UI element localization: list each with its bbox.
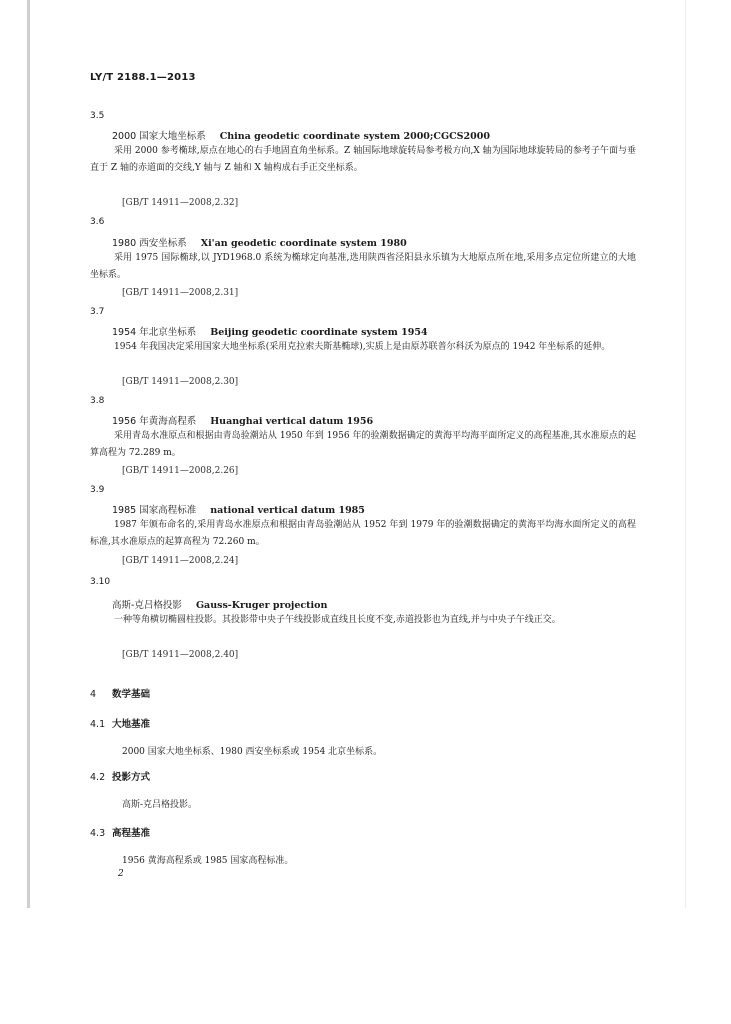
term-reference: [GB/T 14911—2008,2.31]: [122, 288, 239, 298]
term-reference: [GB/T 14911—2008,2.30]: [122, 377, 239, 387]
subsection-title: [90, 825, 150, 839]
subsection-number: 4.2: [90, 772, 106, 783]
term-title-cn: 高斯-克吕格投影: [112, 600, 182, 611]
subsection-text: 2000 国家大地坐标系、1980 西安坐标系或 1954 北京坐标系。: [122, 747, 383, 757]
section-title-text: 数学基础: [112, 689, 151, 700]
subsection-text: 高斯-克吕格投影。: [122, 800, 198, 810]
section-title: [90, 686, 150, 700]
subsection-text: 1956 黄海高程系或 1985 国家高程标准。: [122, 856, 294, 866]
term-definition: 采用 1975 国际椭球,以 JYD1968.0 系统为椭球定向基准,选用陕西省泾阳县永乐镇为大地原点所在地,采用多点定位所建立的大地坐标系。: [90, 253, 636, 280]
term-definition: 采用 2000 参考椭球,原点在地心的右手地固直角坐标系。Z 轴国际地球旋转局参考极方向,X 轴为国际地球旋转局的参考子午面与垂直于 Z 轴的赤道面的交线,Y 轴与 Z 轴和 X 轴构成右手正交坐标系。: [90, 146, 636, 173]
page-number: 2: [118, 869, 124, 879]
subsection-title-text: 高程基准: [112, 828, 151, 839]
term-reference: [GB/T 14911—2008,2.26]: [122, 466, 239, 476]
subsection-title: [90, 716, 150, 730]
term-reference: [GB/T 14911—2008,2.32]: [122, 198, 239, 208]
term-number: 3.6: [90, 217, 105, 227]
term-reference: [GB/T 14911—2008,2.24]: [122, 556, 239, 566]
term-number: 3.10: [90, 577, 111, 587]
term-title-en: national vertical datum 1985: [210, 505, 365, 516]
term-title-cn: 1985 国家高程标准: [112, 505, 197, 516]
subsection-title: [90, 769, 150, 783]
term-title: [112, 128, 490, 142]
standard-code-header: LY/T 2188.1—2013: [90, 72, 196, 83]
term-title-cn: 2000 国家大地坐标系: [112, 131, 206, 142]
term-title-cn: 1954 年北京坐标系: [112, 327, 197, 338]
term-title-en: Gauss-Kruger projection: [195, 600, 328, 611]
term-number: 3.7: [90, 307, 105, 317]
term-title-en: Huanghai vertical datum 1956: [210, 416, 374, 427]
subsection-title-text: 投影方式: [112, 772, 151, 783]
term-definition: 采用青岛水准原点和根据由青岛验潮站从 1950 年到 1956 年的验潮数据确定的黄海平均海平面所定义的高程基准,其水准原点的起算高程为 72.289 m。: [90, 431, 636, 458]
section-number: 4: [90, 689, 97, 700]
subsection-number: 4.1: [90, 719, 106, 730]
term-definition: 一种等角横切椭圆柱投影。其投影带中央子午线投影成直线且长度不变,赤道投影也为直线,并与中央子午线正交。: [114, 615, 561, 625]
term-number: 3.9: [90, 485, 105, 495]
term-title-en: Xi'an geodetic coordinate system 1980: [200, 238, 407, 249]
subsection-title-text: 大地基准: [112, 719, 151, 730]
term-title-cn: 1956 年黄海高程系: [112, 416, 197, 427]
term-title: [112, 324, 428, 338]
term-title: [112, 502, 365, 516]
term-definition: 1954 年我国决定采用国家大地坐标系(采用克拉索夫斯基椭球),实质上是由原苏联普尔科沃为原点的 1942 年坐标系的延伸。: [114, 342, 611, 352]
term-title-en: China geodetic coordinate system 2000;CGCS2000: [219, 131, 490, 142]
term-definition: 1987 年颁布命名的,采用青岛水准原点和根据由青岛验潮站从 1952 年到 1979 年的验潮数据确定的黄海平均海水面所定义的高程标准,其水准原点的起算高程为 72.260 m。: [90, 520, 636, 547]
page-right-edge: [685, 0, 686, 908]
term-title-en: Beijing geodetic coordinate system 1954: [210, 327, 428, 338]
term-title: [112, 597, 327, 611]
page-left-edge: [27, 0, 30, 908]
subsection-number: 4.3: [90, 828, 106, 839]
term-number: 3.8: [90, 396, 105, 406]
term-title-cn: 1980 西安坐标系: [112, 238, 187, 249]
term-number: 3.5: [90, 111, 105, 121]
term-title: [112, 235, 407, 249]
term-title: [112, 413, 373, 427]
term-reference: [GB/T 14911—2008,2.40]: [122, 650, 239, 660]
